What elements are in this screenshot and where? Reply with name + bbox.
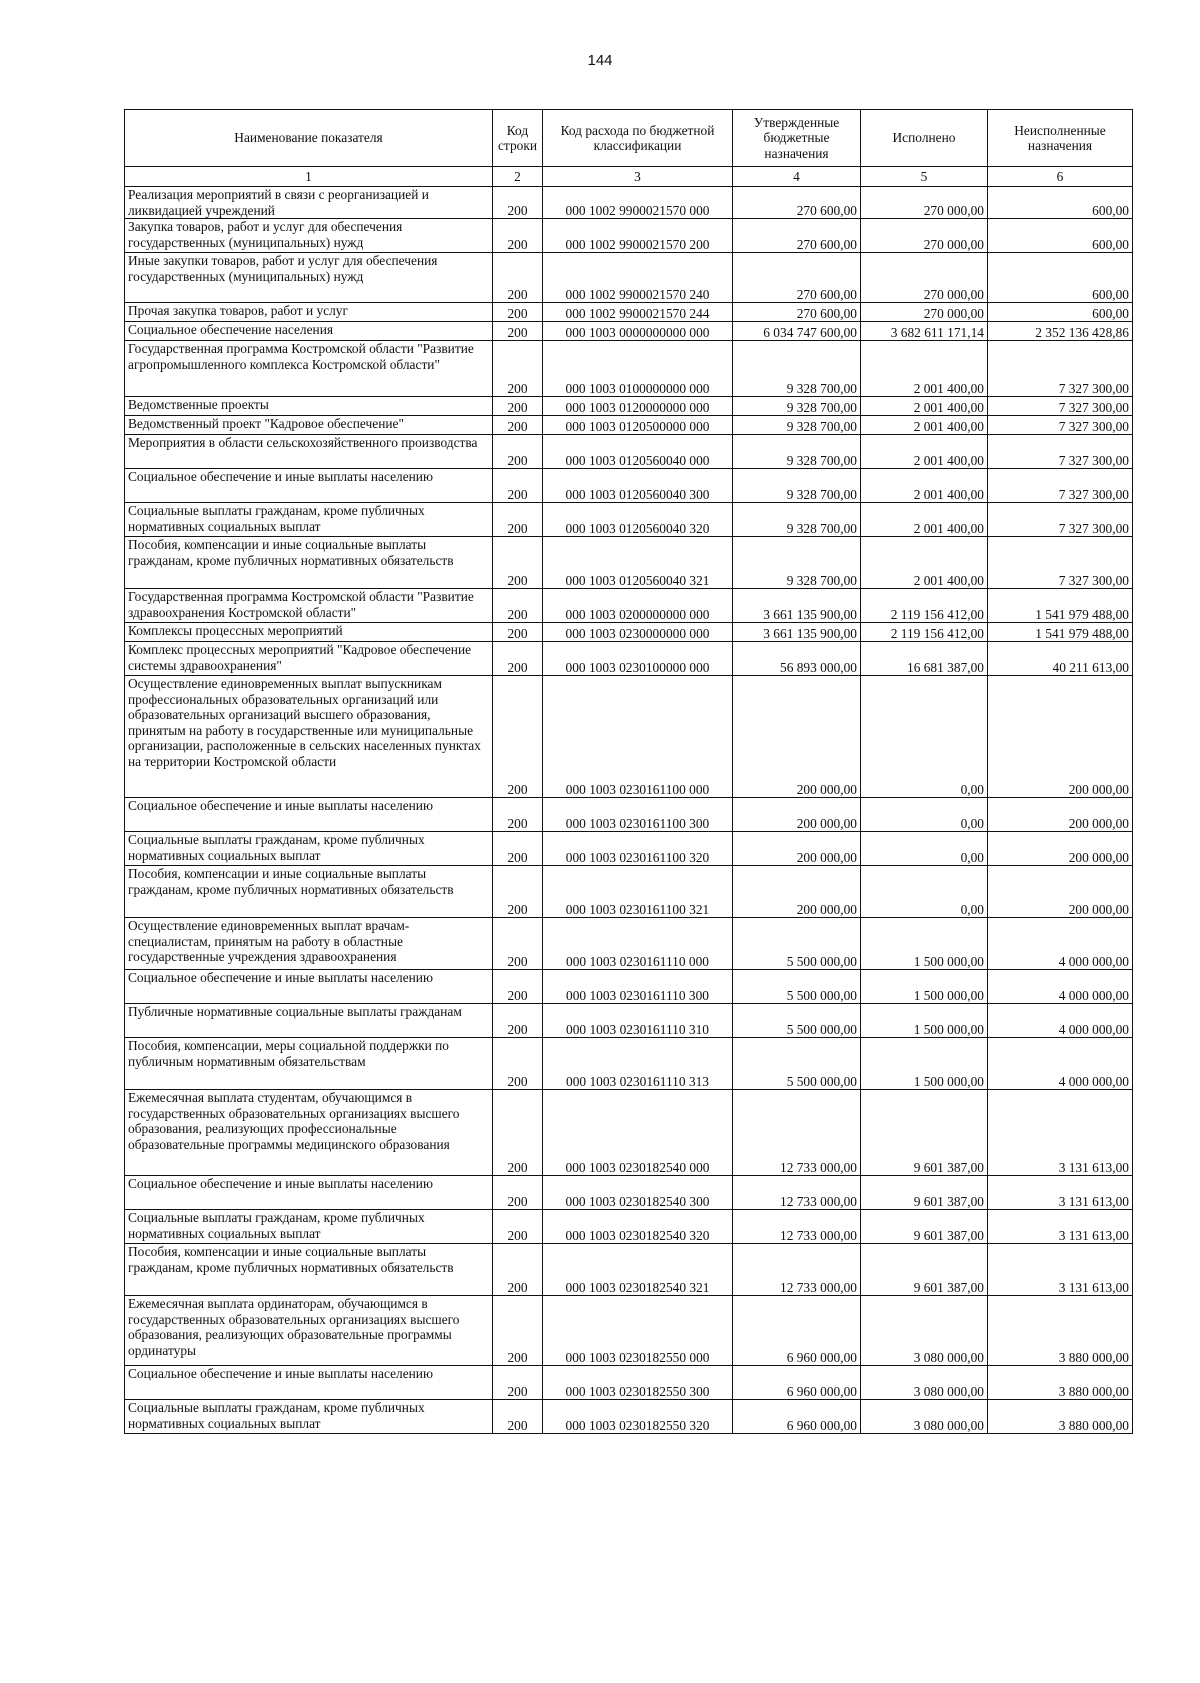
row-executed: 9 601 387,00 (861, 1090, 988, 1176)
table-row (125, 589, 1133, 623)
row-unexecuted: 600,00 (988, 253, 1133, 303)
table-row (125, 832, 1133, 866)
row-name: Иные закупки товаров, работ и услуг для обеспечения государственных (муниципальных) нужд (125, 253, 493, 303)
row-approved: 9 328 700,00 (733, 435, 861, 469)
table-row (125, 676, 1133, 798)
row-executed: 1 500 000,00 (861, 1004, 988, 1038)
row-budget-code: 000 1003 0100000000 000 (543, 341, 733, 397)
row-approved: 270 600,00 (733, 187, 861, 219)
row-name: Прочая закупка товаров, работ и услуг (125, 303, 493, 322)
row-approved: 12 733 000,00 (733, 1244, 861, 1296)
row-line-code: 200 (493, 623, 543, 642)
table-row (125, 537, 1133, 589)
row-unexecuted: 7 327 300,00 (988, 435, 1133, 469)
row-executed: 2 001 400,00 (861, 435, 988, 469)
table-row (125, 341, 1133, 397)
table-row (125, 918, 1133, 970)
row-budget-code: 000 1003 0230161110 000 (543, 918, 733, 970)
row-name: Социальное обеспечение и иные выплаты населению (125, 970, 493, 1004)
row-unexecuted: 7 327 300,00 (988, 503, 1133, 537)
row-budget-code: 000 1003 0230182540 321 (543, 1244, 733, 1296)
row-name: Ведомственные проекты (125, 397, 493, 416)
table-row (125, 253, 1133, 303)
table-header-row (125, 110, 1133, 167)
row-name: Социальные выплаты гражданам, кроме публичных нормативных социальных выплат (125, 503, 493, 537)
row-unexecuted: 600,00 (988, 303, 1133, 322)
table-row (125, 1366, 1133, 1400)
row-approved: 6 034 747 600,00 (733, 322, 861, 341)
row-approved: 9 328 700,00 (733, 503, 861, 537)
row-approved: 6 960 000,00 (733, 1400, 861, 1434)
row-approved: 200 000,00 (733, 866, 861, 918)
row-unexecuted: 7 327 300,00 (988, 416, 1133, 435)
row-line-code: 200 (493, 1244, 543, 1296)
row-line-code: 200 (493, 341, 543, 397)
row-line-code: 200 (493, 1090, 543, 1176)
row-executed: 1 500 000,00 (861, 1038, 988, 1090)
row-unexecuted: 200 000,00 (988, 866, 1133, 918)
row-name: Социальное обеспечение и иные выплаты населению (125, 1366, 493, 1400)
row-name: Публичные нормативные социальные выплаты гражданам (125, 1004, 493, 1038)
row-approved: 9 328 700,00 (733, 341, 861, 397)
column-number: 3 (543, 167, 733, 187)
row-line-code: 200 (493, 219, 543, 253)
row-executed: 0,00 (861, 866, 988, 918)
row-line-code: 200 (493, 253, 543, 303)
row-unexecuted: 4 000 000,00 (988, 1004, 1133, 1038)
row-budget-code: 000 1002 9900021570 200 (543, 219, 733, 253)
row-unexecuted: 7 327 300,00 (988, 537, 1133, 589)
row-approved: 200 000,00 (733, 676, 861, 798)
row-name: Социальные выплаты гражданам, кроме публичных нормативных социальных выплат (125, 832, 493, 866)
row-name: Ведомственный проект "Кадровое обеспечение" (125, 416, 493, 435)
row-line-code: 200 (493, 322, 543, 341)
table-row (125, 303, 1133, 322)
row-line-code: 200 (493, 1296, 543, 1366)
table-row (125, 1176, 1133, 1210)
row-executed: 0,00 (861, 832, 988, 866)
row-executed: 3 080 000,00 (861, 1400, 988, 1434)
row-executed: 0,00 (861, 676, 988, 798)
row-executed: 3 080 000,00 (861, 1366, 988, 1400)
row-line-code: 200 (493, 303, 543, 322)
row-line-code: 200 (493, 798, 543, 832)
row-executed: 1 500 000,00 (861, 970, 988, 1004)
row-executed: 2 001 400,00 (861, 416, 988, 435)
column-number-row (125, 167, 1133, 187)
row-line-code: 200 (493, 537, 543, 589)
row-line-code: 200 (493, 642, 543, 676)
row-unexecuted: 3 880 000,00 (988, 1366, 1133, 1400)
row-name: Осуществление единовременных выплат выпускникам профессиональных образовательных организаций или образовательных организаций высшего образования, принятым на работу в государственные или муниципальные организации, расположенные в сельских населенных пунктах на территории Костромской области (125, 676, 493, 798)
row-line-code: 200 (493, 970, 543, 1004)
row-approved: 270 600,00 (733, 303, 861, 322)
row-name: Пособия, компенсации, меры социальной поддержки по публичным нормативным обязательствам (125, 1038, 493, 1090)
row-unexecuted: 7 327 300,00 (988, 469, 1133, 503)
row-approved: 270 600,00 (733, 219, 861, 253)
table-row (125, 1400, 1133, 1434)
table-row (125, 322, 1133, 341)
row-budget-code: 000 1003 0120500000 000 (543, 416, 733, 435)
row-unexecuted: 3 880 000,00 (988, 1296, 1133, 1366)
row-approved: 9 328 700,00 (733, 416, 861, 435)
row-unexecuted: 1 541 979 488,00 (988, 623, 1133, 642)
row-budget-code: 000 1003 0230000000 000 (543, 623, 733, 642)
row-unexecuted: 4 000 000,00 (988, 970, 1133, 1004)
row-name: Социальные выплаты гражданам, кроме публичных нормативных социальных выплат (125, 1400, 493, 1434)
row-budget-code: 000 1003 0200000000 000 (543, 589, 733, 623)
row-approved: 200 000,00 (733, 798, 861, 832)
table-row (125, 1210, 1133, 1244)
table-row (125, 469, 1133, 503)
row-budget-code: 000 1003 0230182540 300 (543, 1176, 733, 1210)
row-name: Государственная программа Костромской области "Развитие агропромышленного комплекса Костромской области" (125, 341, 493, 397)
row-line-code: 200 (493, 1038, 543, 1090)
table-row (125, 1296, 1133, 1366)
row-name: Пособия, компенсации и иные социальные выплаты гражданам, кроме публичных нормативных обязательств (125, 537, 493, 589)
header-unexecuted: Неисполненные назначения (988, 110, 1133, 167)
row-approved: 3 661 135 900,00 (733, 623, 861, 642)
row-executed: 0,00 (861, 798, 988, 832)
table-row (125, 397, 1133, 416)
row-unexecuted: 2 352 136 428,86 (988, 322, 1133, 341)
table-row (125, 1090, 1133, 1176)
row-name: Социальные выплаты гражданам, кроме публичных нормативных социальных выплат (125, 1210, 493, 1244)
row-budget-code: 000 1003 0230182550 300 (543, 1366, 733, 1400)
row-budget-code: 000 1002 9900021570 000 (543, 187, 733, 219)
row-unexecuted: 7 327 300,00 (988, 341, 1133, 397)
table-row (125, 798, 1133, 832)
row-budget-code: 000 1002 9900021570 240 (543, 253, 733, 303)
row-executed: 1 500 000,00 (861, 918, 988, 970)
row-line-code: 200 (493, 187, 543, 219)
row-name: Ежемесячная выплата студентам, обучающимся в государственных образовательных организациях высшего образования, реализующих профессиональные образовательные программы медицинского образования (125, 1090, 493, 1176)
row-name: Комплексы процессных мероприятий (125, 623, 493, 642)
row-unexecuted: 3 880 000,00 (988, 1400, 1133, 1434)
row-name: Пособия, компенсации и иные социальные выплаты гражданам, кроме публичных нормативных обязательств (125, 866, 493, 918)
row-line-code: 200 (493, 1400, 543, 1434)
row-line-code: 200 (493, 397, 543, 416)
table-row (125, 970, 1133, 1004)
row-line-code: 200 (493, 832, 543, 866)
column-number: 2 (493, 167, 543, 187)
row-executed: 3 682 611 171,14 (861, 322, 988, 341)
header-budget-code: Код расхода по бюджетной классификации (543, 110, 733, 167)
row-unexecuted: 40 211 613,00 (988, 642, 1133, 676)
row-unexecuted: 200 000,00 (988, 798, 1133, 832)
row-unexecuted: 3 131 613,00 (988, 1090, 1133, 1176)
row-approved: 5 500 000,00 (733, 918, 861, 970)
row-budget-code: 000 1003 0230161100 320 (543, 832, 733, 866)
column-number: 6 (988, 167, 1133, 187)
row-line-code: 200 (493, 1176, 543, 1210)
row-unexecuted: 200 000,00 (988, 676, 1133, 798)
row-unexecuted: 4 000 000,00 (988, 918, 1133, 970)
row-name: Комплекс процессных мероприятий "Кадровое обеспечение системы здравоохранения" (125, 642, 493, 676)
row-unexecuted: 4 000 000,00 (988, 1038, 1133, 1090)
row-line-code: 200 (493, 435, 543, 469)
row-executed: 270 000,00 (861, 219, 988, 253)
row-executed: 9 601 387,00 (861, 1176, 988, 1210)
row-budget-code: 000 1003 0230182550 000 (543, 1296, 733, 1366)
row-executed: 2 001 400,00 (861, 503, 988, 537)
row-name: Государственная программа Костромской области "Развитие здравоохранения Костромской области" (125, 589, 493, 623)
row-approved: 12 733 000,00 (733, 1090, 861, 1176)
row-budget-code: 000 1003 0230161100 300 (543, 798, 733, 832)
row-unexecuted: 3 131 613,00 (988, 1210, 1133, 1244)
row-line-code: 200 (493, 1366, 543, 1400)
budget-execution-table (124, 109, 1133, 1434)
table-body (125, 187, 1133, 1434)
row-line-code: 200 (493, 866, 543, 918)
table-row (125, 503, 1133, 537)
row-executed: 270 000,00 (861, 303, 988, 322)
row-budget-code: 000 1003 0120560040 321 (543, 537, 733, 589)
row-line-code: 200 (493, 589, 543, 623)
table-row (125, 1038, 1133, 1090)
row-budget-code: 000 1003 0120000000 000 (543, 397, 733, 416)
row-name: Ежемесячная выплата ординаторам, обучающимся в государственных образовательных организациях высшего образования, реализующих образовательные программы ординатуры (125, 1296, 493, 1366)
row-budget-code: 000 1003 0230100000 000 (543, 642, 733, 676)
table-row (125, 642, 1133, 676)
table-row (125, 623, 1133, 642)
row-approved: 5 500 000,00 (733, 1038, 861, 1090)
row-line-code: 200 (493, 503, 543, 537)
row-name: Закупка товаров, работ и услуг для обеспечения государственных (муниципальных) нужд (125, 219, 493, 253)
row-budget-code: 000 1003 0230182540 000 (543, 1090, 733, 1176)
row-executed: 3 080 000,00 (861, 1296, 988, 1366)
row-approved: 270 600,00 (733, 253, 861, 303)
row-executed: 2 001 400,00 (861, 341, 988, 397)
row-unexecuted: 1 541 979 488,00 (988, 589, 1133, 623)
column-number: 4 (733, 167, 861, 187)
row-approved: 200 000,00 (733, 832, 861, 866)
row-line-code: 200 (493, 416, 543, 435)
row-approved: 9 328 700,00 (733, 397, 861, 416)
row-executed: 2 119 156 412,00 (861, 589, 988, 623)
row-unexecuted: 200 000,00 (988, 832, 1133, 866)
row-executed: 9 601 387,00 (861, 1244, 988, 1296)
row-approved: 3 661 135 900,00 (733, 589, 861, 623)
row-line-code: 200 (493, 1210, 543, 1244)
row-executed: 270 000,00 (861, 253, 988, 303)
row-name: Осуществление единовременных выплат врачам-специалистам, принятым на работу в областные государственные учреждения здравоохранения (125, 918, 493, 970)
row-unexecuted: 600,00 (988, 187, 1133, 219)
row-executed: 270 000,00 (861, 187, 988, 219)
row-budget-code: 000 1003 0120560040 320 (543, 503, 733, 537)
row-budget-code: 000 1003 0230161110 300 (543, 970, 733, 1004)
row-executed: 2 119 156 412,00 (861, 623, 988, 642)
row-executed: 16 681 387,00 (861, 642, 988, 676)
row-approved: 6 960 000,00 (733, 1366, 861, 1400)
page-number: 144 (587, 52, 613, 69)
row-budget-code: 000 1003 0230161110 310 (543, 1004, 733, 1038)
row-budget-code: 000 1002 9900021570 244 (543, 303, 733, 322)
column-number: 1 (125, 167, 493, 187)
row-approved: 9 328 700,00 (733, 469, 861, 503)
header-indicator-name: Наименование показателя (125, 110, 493, 167)
table-row (125, 219, 1133, 253)
row-approved: 12 733 000,00 (733, 1210, 861, 1244)
row-approved: 5 500 000,00 (733, 970, 861, 1004)
row-executed: 2 001 400,00 (861, 469, 988, 503)
row-budget-code: 000 1003 0000000000 000 (543, 322, 733, 341)
column-number: 5 (861, 167, 988, 187)
row-executed: 2 001 400,00 (861, 537, 988, 589)
row-line-code: 200 (493, 469, 543, 503)
table-row (125, 435, 1133, 469)
row-budget-code: 000 1003 0230161100 321 (543, 866, 733, 918)
row-line-code: 200 (493, 1004, 543, 1038)
row-approved: 6 960 000,00 (733, 1296, 861, 1366)
header-executed: Исполнено (861, 110, 988, 167)
row-unexecuted: 3 131 613,00 (988, 1176, 1133, 1210)
row-executed: 9 601 387,00 (861, 1210, 988, 1244)
table-row (125, 416, 1133, 435)
row-budget-code: 000 1003 0230161110 313 (543, 1038, 733, 1090)
row-budget-code: 000 1003 0230161100 000 (543, 676, 733, 798)
header-approved: Утвержденные бюджетные назначения (733, 110, 861, 167)
header-line-code: Код строки (493, 110, 543, 167)
row-approved: 5 500 000,00 (733, 1004, 861, 1038)
row-approved: 56 893 000,00 (733, 642, 861, 676)
row-budget-code: 000 1003 0230182550 320 (543, 1400, 733, 1434)
row-budget-code: 000 1003 0120560040 300 (543, 469, 733, 503)
row-approved: 9 328 700,00 (733, 537, 861, 589)
row-executed: 2 001 400,00 (861, 397, 988, 416)
row-line-code: 200 (493, 676, 543, 798)
row-line-code: 200 (493, 918, 543, 970)
row-name: Реализация мероприятий в связи с реорганизацией и ликвидацией учреждений (125, 187, 493, 219)
row-budget-code: 000 1003 0230182540 320 (543, 1210, 733, 1244)
row-name: Социальное обеспечение населения (125, 322, 493, 341)
table-row (125, 187, 1133, 219)
table-row (125, 1244, 1133, 1296)
row-unexecuted: 7 327 300,00 (988, 397, 1133, 416)
row-approved: 12 733 000,00 (733, 1176, 861, 1210)
table-row (125, 1004, 1133, 1038)
row-name: Пособия, компенсации и иные социальные выплаты гражданам, кроме публичных нормативных обязательств (125, 1244, 493, 1296)
row-unexecuted: 600,00 (988, 219, 1133, 253)
table-row (125, 866, 1133, 918)
row-name: Социальное обеспечение и иные выплаты населению (125, 469, 493, 503)
row-name: Социальное обеспечение и иные выплаты населению (125, 1176, 493, 1210)
row-name: Мероприятия в области сельскохозяйственного производства (125, 435, 493, 469)
row-name: Социальное обеспечение и иные выплаты населению (125, 798, 493, 832)
row-budget-code: 000 1003 0120560040 000 (543, 435, 733, 469)
row-unexecuted: 3 131 613,00 (988, 1244, 1133, 1296)
